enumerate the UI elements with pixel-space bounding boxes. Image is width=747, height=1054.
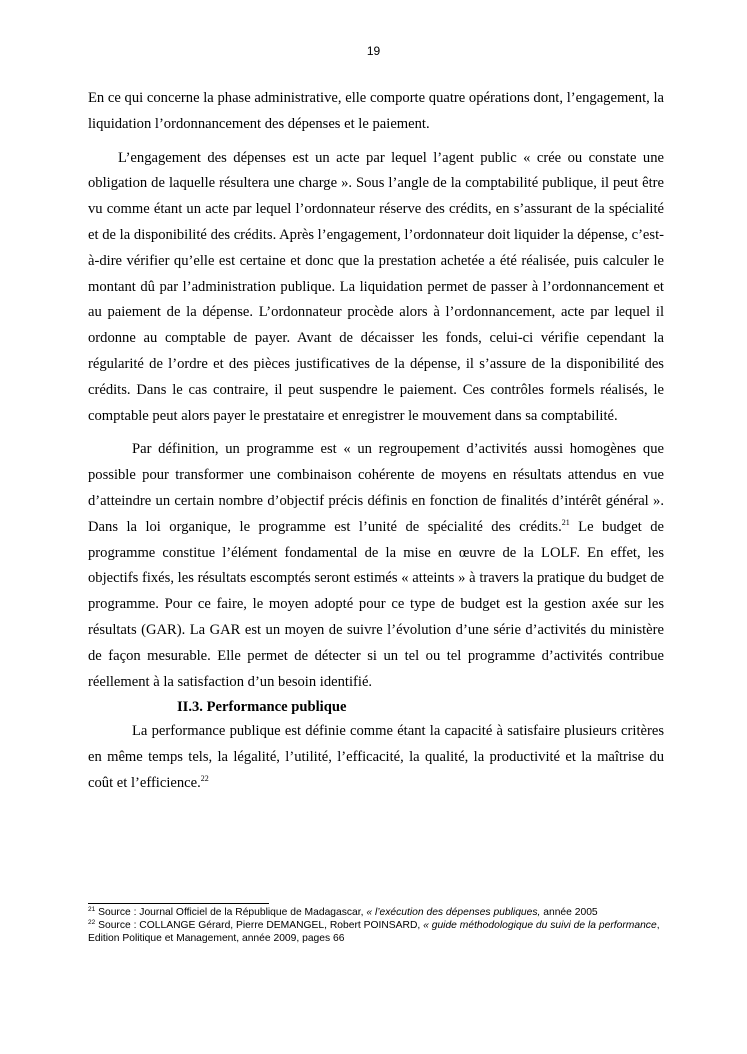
paragraph-programme-text-b: Le budget de programme constitue l’élément fondamental de la mise en œuvre de la LOLF. En effet, les objectifs fixés, les résultats escomptés seront estimés « atteints » à travers la pratique du budget de programme. Pour ce faire, le moyen adopté pour ce type de budget est la gestion axée sur les résultats (GAR). La GAR est un moyen de suivre l’évolution d’une série d’activités du ministère de façon mesurable. Elle permet de détecter si un tel ou tel programme d’activités contribue réellement à la satisfaction d’un besoin identifié. — [88, 518, 664, 690]
section-heading: II.3. Performance publique — [177, 699, 347, 716]
paragraph-administrative-phase: En ce qui concerne la phase administrative, elle comporte quatre opérations dont, l’engagement, la liquidation l’ordonnancement des dépenses et le paiement. — [88, 90, 664, 132]
footnote-source: Source : COLLANGE Gérard, Pierre DEMANGEL, Robert POINSARD, — [95, 920, 424, 932]
paragraph-programme-text-a: Par définition, un programme est « un regroupement d’activités aussi homogènes que possible pour transformer une combinaison cohérente de moyens en résultats attendus en vue d’atteindre un certain nombre d’objectif précis définis en fonction de finalités d’intérêt général ». Dans la loi organique, le programme est l’unité de spécialité des crédits. — [88, 441, 664, 535]
footnotes — [88, 906, 664, 946]
paragraph-performance-text: La performance publique est définie comme étant la capacité à satisfaire plusieurs critères en même temps tels, la légalité, l’utilité, l’efficacité, la qualité, la productivité et la maîtrise du coût et l’efficience. — [88, 723, 664, 791]
footnote-title: « l’exécution des dépenses publiques, — [366, 907, 541, 918]
paragraph-engagement: L’engagement des dépenses est un acte par lequel l’agent public « crée ou constate une obligation de laquelle résultera une charge ». Sous l’angle de la comptabilité publique, il peut être vu comme étant un acte par lequel l’ordonnateur réserve des crédits, en s’assurant de la spécialité et de la disponibilité des crédits. Après l’engagement, l’ordonnateur doit liquider la dépense, c’est-à-dire vérifier qu’elle est certaine et donc que la prestation achetée a été réalisée, puis calculer le montant dû par l’administration publique. La liquidation permet de passer à l’ordonnancement et au paiement de la dépense. L’ordonnateur procède alors à l’ordonnancement, acte par lequel il ordonne au comptable de payer. Avant de décaisser les fonds, celui-ci vérifie cependant la régularité de l’ordre et des pièces justificatives de la dépense, il s’assure de la disponibilité des crédits. Dans le cas contraire, il peut suspendre le paiement. Ces contrôles formels réalisés, le comptable peut alors payer le prestataire et enregistrer le mouvement dans sa comptabilité. — [88, 149, 664, 424]
footnote-reference-21: 21 — [561, 517, 570, 527]
body-text — [88, 86, 664, 797]
footnote-number: 22 — [88, 919, 96, 927]
footnote-source: Source : Journal Officiel de la République de Madagascar, — [95, 907, 367, 918]
footnote-22 — [88, 919, 664, 945]
page-number: 19 — [366, 44, 381, 58]
footnote-details: , Edition Politique et Management, année 2009, pages 66 — [88, 920, 660, 945]
footnote-separator — [88, 903, 269, 904]
footnote-reference-22: 22 — [200, 773, 209, 783]
paragraph-programme — [88, 437, 664, 695]
footnote-21 — [88, 906, 664, 919]
paragraph-performance — [88, 719, 664, 796]
footnote-details: année 2005 — [540, 907, 598, 918]
footnote-number: 21 — [88, 906, 96, 913]
footnote-title: « guide méthodologique du suivi de la performance — [423, 920, 657, 932]
